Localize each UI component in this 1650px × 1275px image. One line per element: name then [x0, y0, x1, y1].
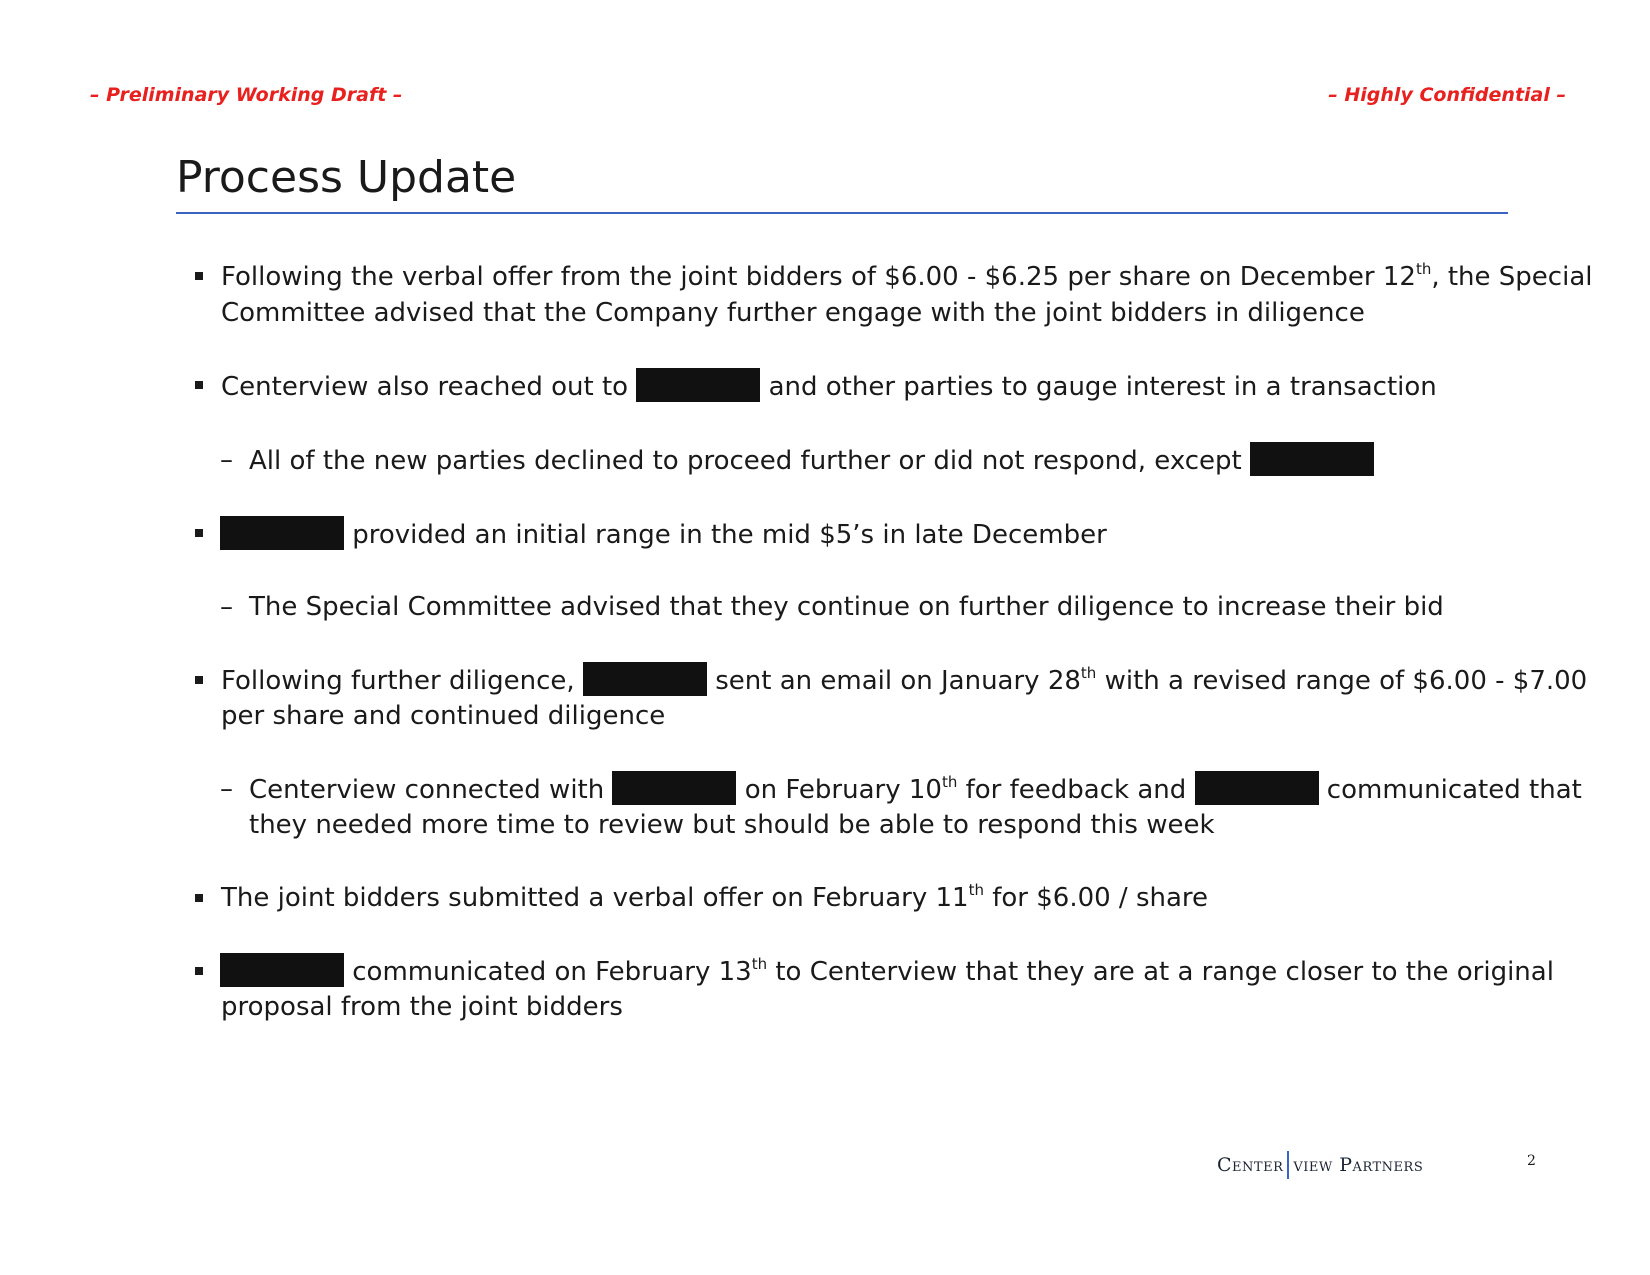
dash-marker: –: [220, 592, 233, 622]
bullet-text: to Centerview that they are at a range closer to the original: [775, 957, 1554, 987]
bullet-marker: [195, 676, 203, 684]
bullet-text: provided an initial range in the mid $5’s in late December: [352, 520, 1107, 550]
bullet-marker: [195, 967, 203, 975]
bullet-text: The joint bidders submitted a verbal offer on February 11: [221, 883, 969, 913]
ordinal-suffix: th: [941, 773, 958, 791]
dash-marker: –: [220, 774, 233, 804]
ordinal-suffix: th: [751, 955, 768, 973]
bullet-item-6: [220, 953, 1554, 990]
bullet-text: with a revised range of $6.00 - $7.00: [1104, 666, 1588, 696]
redaction-box: [1195, 771, 1319, 805]
title-divider: [176, 212, 1508, 214]
bullet-item-1-line2: [221, 295, 1365, 331]
sub-item-3: [249, 771, 1582, 808]
bullet-marker: [195, 894, 203, 902]
bullet-text: , the Special: [1431, 262, 1593, 292]
sub-item-3-line2: [249, 807, 1215, 843]
bullet-item-3: [220, 516, 1107, 553]
logo-divider: [1287, 1151, 1289, 1179]
ordinal-suffix: th: [968, 881, 984, 899]
sub-item-text: for feedback and: [965, 775, 1187, 805]
redaction-box: [220, 516, 344, 550]
bullet-item-1: [221, 259, 1592, 295]
bullet-text: and other parties to gauge interest in a transaction: [768, 372, 1437, 402]
page-title: Process Update: [176, 152, 517, 203]
redaction-box: [220, 953, 344, 987]
sub-item-text: Centerview connected with: [249, 775, 605, 805]
sub-item-text: The Special Committee advised that they continue on further diligence to increase their bid: [249, 592, 1444, 622]
sub-item-1: [249, 442, 1374, 479]
bullet-item-4: [221, 662, 1587, 699]
bullet-item-5: [221, 880, 1208, 916]
logo-right-text: view Partners: [1293, 1154, 1424, 1176]
sub-item-text: on February 10: [744, 775, 942, 805]
bullet-text: for $6.00 / share: [992, 883, 1209, 913]
redaction-box: [1250, 442, 1374, 476]
draft-label: – Preliminary Working Draft –: [90, 84, 403, 106]
logo-left-text: Center: [1217, 1154, 1284, 1176]
bullet-item-4-line2: [221, 698, 665, 734]
redaction-box: [636, 368, 760, 402]
bullet-item-6-line2: [221, 989, 623, 1025]
redaction-box: [583, 662, 707, 696]
bullet-text: Following the verbal offer from the joint bidders of $6.00 - $6.25 per share on December 12: [221, 262, 1416, 292]
bullet-text: communicated on February 13: [352, 957, 752, 987]
centerview-logo: [1217, 1149, 1423, 1181]
bullet-text: Centerview also reached out to: [221, 372, 629, 402]
bullet-text: per share and continued diligence: [221, 701, 666, 731]
bullet-text: sent an email on January 28: [715, 666, 1081, 696]
bullet-text: proposal from the joint bidders: [221, 992, 623, 1022]
ordinal-suffix: th: [1415, 260, 1432, 278]
bullet-marker: [195, 529, 203, 537]
page-number: 2: [1527, 1153, 1536, 1169]
ordinal-suffix: th: [1080, 664, 1097, 682]
dash-marker: –: [220, 445, 233, 475]
bullet-text: Following further diligence,: [221, 666, 575, 696]
confidential-label: – Highly Confidential –: [1328, 84, 1566, 106]
bullet-marker: [195, 272, 203, 280]
redaction-box: [612, 771, 736, 805]
bullet-text: Committee advised that the Company further engage with the joint bidders in diligence: [221, 298, 1365, 328]
sub-item-text: All of the new parties declined to proceed further or did not respond, except: [249, 446, 1242, 476]
sub-item-2: [249, 589, 1444, 625]
bullet-item-2: [221, 368, 1437, 405]
sub-item-text: communicated that: [1326, 775, 1582, 805]
bullet-marker: [195, 381, 203, 389]
sub-item-text: they needed more time to review but should be able to respond this week: [249, 810, 1215, 840]
